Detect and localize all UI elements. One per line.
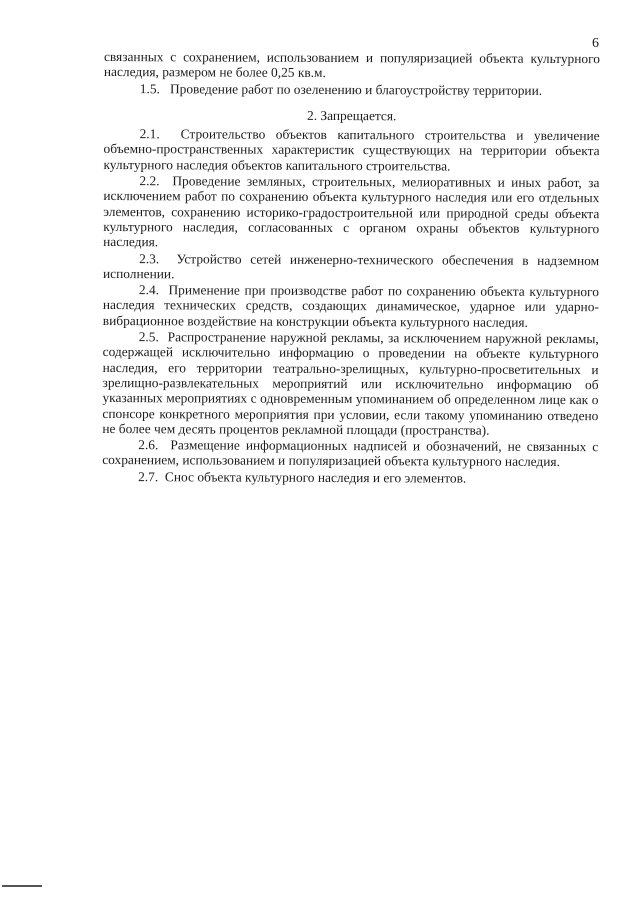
paragraph-2-2 [103, 173, 599, 252]
paragraph-2-5 [102, 329, 598, 438]
paragraph-number: 2.4. [138, 282, 160, 298]
paragraph-number: 2.6. [138, 437, 159, 453]
paragraph-number: 1.5. [139, 80, 160, 96]
paragraph-text: Размещение информационных надписей и обозначений, не связанных с сохранением, использованием и популяризацией объекта культурного наследия. [102, 437, 599, 470]
paragraph-2-3 [103, 251, 599, 284]
paragraph-text: Проведение работ по озеленению и благоустройству территории. [169, 80, 543, 98]
paragraph-text: Применение при производстве работ по сохранению объекта культурного наследия технических средств, создающих динамическое, ударное или ударно-вибрационное воздействие на конструкции объекта культурного наследия. [102, 282, 599, 330]
paragraph-number: 2.2. [139, 173, 160, 189]
paragraph-1-5 [104, 81, 600, 98]
page-number: 6 [592, 36, 599, 51]
paragraph-2-7 [102, 469, 598, 486]
paragraph-text: Устройство сетей инженерно-технического обеспечения в надземном исполнении. [102, 250, 600, 282]
paragraph-text: Распространение наружной рекламы, за исключением наружной рекламы, содержащей исключительно информацию о проведении на объекте культурного наследия, его территории театрально-зрелищных, культурно-просветительных и зрелищно-развлекательных мероприятий или исключительно информацию об указанных мероприятиях с одновременным упоминанием об определенном лице как о спонсоре конкретного мероприятия при условии, если такому упоминанию отведено не более чем десять процентов рекламной площади (пространства). [102, 329, 599, 438]
paragraph-2-6 [102, 437, 598, 470]
paragraph-1-4-continuation [104, 49, 600, 82]
paragraph-number: 2.1. [139, 126, 160, 142]
paragraph-text: Снос объекта культурного наследия и его элементов. [164, 468, 467, 486]
paragraph-2-4 [103, 282, 599, 330]
paragraph-number: 2.3. [139, 250, 160, 266]
section-2-title: 2. Запрещается. [307, 107, 397, 124]
paragraph-text: Проведение земляных, строительных, мелиоративных и иных работ, за исключением работ по сохранению объекта культурного наследия или его отдельных элементов, сохранению историко-градостроительной или природной среды объекта культурного наследия, согласованных с органом охраны объектов культурного наследия. [103, 173, 600, 250]
paragraph-number: 2.7. [138, 468, 159, 484]
paragraph-number: 2.5. [138, 329, 159, 345]
document-body [102, 49, 600, 486]
paragraph-text: связанных с сохранением, использованием и популяризацией объекта культурного наследия, размером не более 0,25 кв.м. [103, 49, 600, 81]
scan-mark [2, 885, 42, 887]
paragraph-text: Строительство объектов капитального строительства и увеличение объемно-пространственных характеристик существующих на территории объекта культурного наследия объектов капитального строительства. [103, 126, 600, 174]
paragraph-2-1 [103, 126, 599, 174]
